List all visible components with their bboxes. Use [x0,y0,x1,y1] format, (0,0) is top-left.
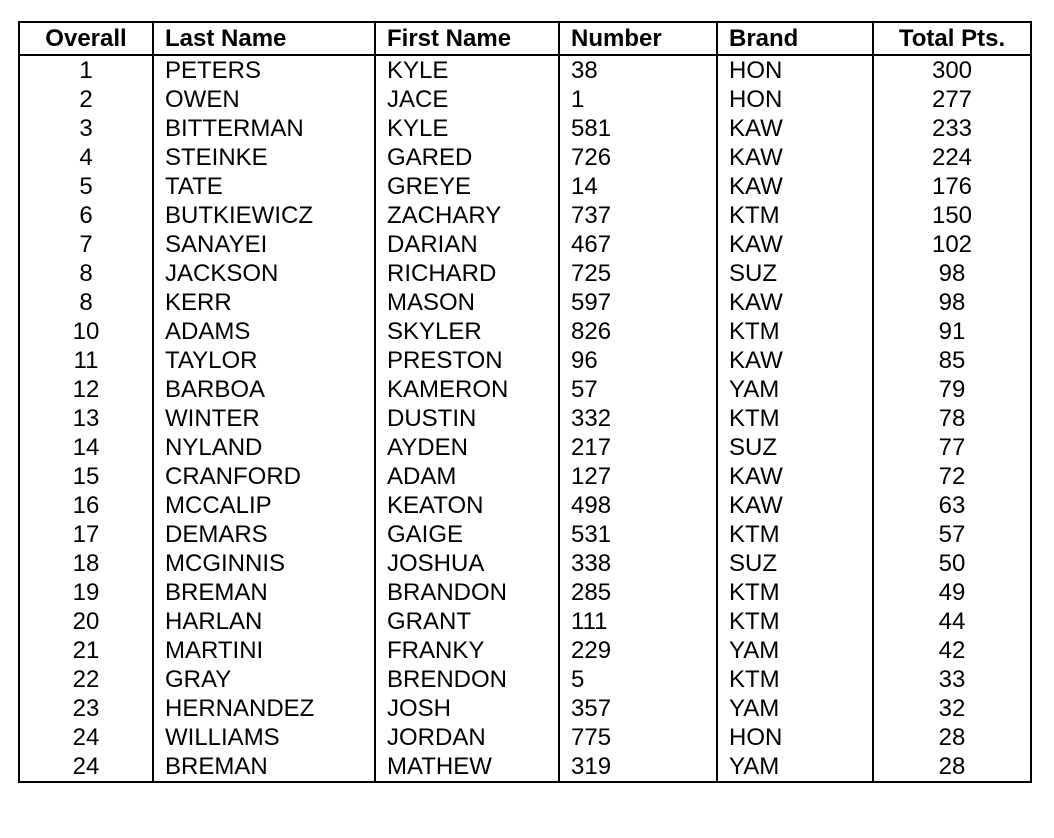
brand-cell: KTM [717,578,873,607]
table-row [19,288,1031,317]
table-row [19,607,1031,636]
first-name-cell: JOSHUA [375,549,559,578]
overall-cell: 23 [19,694,153,723]
table-row [19,201,1031,230]
overall-cell: 19 [19,578,153,607]
last-name-cell: DEMARS [153,520,375,549]
overall-cell: 5 [19,172,153,201]
first-name-cell: BRANDON [375,578,559,607]
total-points-cell: 42 [873,636,1031,665]
total-points-cell: 150 [873,201,1031,230]
total-points-cell: 28 [873,723,1031,752]
first-name-cell: KEATON [375,491,559,520]
last-name-cell: TAYLOR [153,346,375,375]
brand-cell: HON [717,85,873,114]
overall-cell: 18 [19,549,153,578]
last-name-cell: KERR [153,288,375,317]
number-cell: 111 [559,607,717,636]
first-name-cell: ZACHARY [375,201,559,230]
first-name-cell: DARIAN [375,230,559,259]
number-cell: 217 [559,433,717,462]
overall-cell: 4 [19,143,153,172]
brand-cell: KAW [717,172,873,201]
header-number: Number [559,22,717,55]
brand-cell: KTM [717,404,873,433]
brand-cell: KAW [717,346,873,375]
number-cell: 38 [559,55,717,85]
brand-cell: KAW [717,143,873,172]
overall-cell: 17 [19,520,153,549]
brand-cell: KTM [717,201,873,230]
last-name-cell: PETERS [153,55,375,85]
brand-cell: YAM [717,636,873,665]
table-row [19,549,1031,578]
table-row [19,114,1031,143]
overall-cell: 24 [19,723,153,752]
table-row [19,375,1031,404]
brand-cell: HON [717,55,873,85]
overall-cell: 22 [19,665,153,694]
first-name-cell: JACE [375,85,559,114]
total-points-cell: 50 [873,549,1031,578]
brand-cell: KAW [717,230,873,259]
total-points-cell: 233 [873,114,1031,143]
last-name-cell: BREMAN [153,578,375,607]
first-name-cell: GARED [375,143,559,172]
overall-cell: 20 [19,607,153,636]
last-name-cell: BUTKIEWICZ [153,201,375,230]
last-name-cell: BARBOA [153,375,375,404]
table-row [19,317,1031,346]
total-points-cell: 102 [873,230,1031,259]
last-name-cell: MCCALIP [153,491,375,520]
last-name-cell: STEINKE [153,143,375,172]
last-name-cell: GRAY [153,665,375,694]
number-cell: 826 [559,317,717,346]
first-name-cell: JOSH [375,694,559,723]
first-name-cell: GAIGE [375,520,559,549]
first-name-cell: MATHEW [375,752,559,782]
number-cell: 127 [559,462,717,491]
standings-body [19,55,1031,782]
header-first-name: First Name [375,22,559,55]
table-row [19,694,1031,723]
first-name-cell: FRANKY [375,636,559,665]
first-name-cell: MASON [375,288,559,317]
overall-cell: 12 [19,375,153,404]
table-row [19,143,1031,172]
first-name-cell: JORDAN [375,723,559,752]
overall-cell: 8 [19,288,153,317]
last-name-cell: HERNANDEZ [153,694,375,723]
total-points-cell: 77 [873,433,1031,462]
last-name-cell: CRANFORD [153,462,375,491]
number-cell: 96 [559,346,717,375]
first-name-cell: KYLE [375,55,559,85]
first-name-cell: GREYE [375,172,559,201]
table-row [19,55,1031,85]
overall-cell: 2 [19,85,153,114]
total-points-cell: 98 [873,259,1031,288]
last-name-cell: OWEN [153,85,375,114]
first-name-cell: PRESTON [375,346,559,375]
brand-cell: YAM [717,694,873,723]
last-name-cell: WILLIAMS [153,723,375,752]
table-row [19,636,1031,665]
first-name-cell: AYDEN [375,433,559,462]
number-cell: 775 [559,723,717,752]
number-cell: 467 [559,230,717,259]
total-points-cell: 72 [873,462,1031,491]
total-points-cell: 79 [873,375,1031,404]
brand-cell: YAM [717,375,873,404]
total-points-cell: 98 [873,288,1031,317]
brand-cell: KTM [717,607,873,636]
overall-cell: 11 [19,346,153,375]
first-name-cell: BRENDON [375,665,559,694]
overall-cell: 21 [19,636,153,665]
number-cell: 57 [559,375,717,404]
overall-cell: 14 [19,433,153,462]
last-name-cell: HARLAN [153,607,375,636]
table-row [19,85,1031,114]
header-overall: Overall [19,22,153,55]
brand-cell: KTM [717,520,873,549]
first-name-cell: GRANT [375,607,559,636]
total-points-cell: 33 [873,665,1031,694]
last-name-cell: MARTINI [153,636,375,665]
number-cell: 737 [559,201,717,230]
first-name-cell: KAMERON [375,375,559,404]
header-brand: Brand [717,22,873,55]
number-cell: 319 [559,752,717,782]
number-cell: 5 [559,665,717,694]
header-last-name: Last Name [153,22,375,55]
total-points-cell: 44 [873,607,1031,636]
last-name-cell: JACKSON [153,259,375,288]
number-cell: 531 [559,520,717,549]
header-total-points: Total Pts. [873,22,1031,55]
table-row [19,433,1031,462]
last-name-cell: MCGINNIS [153,549,375,578]
number-cell: 498 [559,491,717,520]
last-name-cell: BITTERMAN [153,114,375,143]
last-name-cell: TATE [153,172,375,201]
brand-cell: KAW [717,288,873,317]
brand-cell: HON [717,723,873,752]
overall-cell: 3 [19,114,153,143]
total-points-cell: 28 [873,752,1031,782]
first-name-cell: DUSTIN [375,404,559,433]
total-points-cell: 78 [873,404,1031,433]
brand-cell: KTM [717,665,873,694]
total-points-cell: 300 [873,55,1031,85]
last-name-cell: WINTER [153,404,375,433]
number-cell: 338 [559,549,717,578]
brand-cell: KAW [717,491,873,520]
table-row [19,462,1031,491]
table-row [19,752,1031,782]
number-cell: 332 [559,404,717,433]
last-name-cell: SANAYEI [153,230,375,259]
number-cell: 597 [559,288,717,317]
total-points-cell: 85 [873,346,1031,375]
last-name-cell: NYLAND [153,433,375,462]
table-row [19,578,1031,607]
table-row [19,259,1031,288]
table-row [19,172,1031,201]
total-points-cell: 91 [873,317,1031,346]
overall-cell: 1 [19,55,153,85]
total-points-cell: 63 [873,491,1031,520]
first-name-cell: ADAM [375,462,559,491]
overall-cell: 15 [19,462,153,491]
number-cell: 14 [559,172,717,201]
brand-cell: SUZ [717,433,873,462]
table-row [19,491,1031,520]
table-row [19,230,1031,259]
total-points-cell: 57 [873,520,1031,549]
table-row [19,665,1031,694]
total-points-cell: 176 [873,172,1031,201]
overall-cell: 8 [19,259,153,288]
brand-cell: YAM [717,752,873,782]
brand-cell: SUZ [717,549,873,578]
brand-cell: SUZ [717,259,873,288]
header-row [19,22,1031,55]
first-name-cell: RICHARD [375,259,559,288]
table-row [19,404,1031,433]
overall-cell: 10 [19,317,153,346]
total-points-cell: 32 [873,694,1031,723]
last-name-cell: BREMAN [153,752,375,782]
overall-cell: 6 [19,201,153,230]
first-name-cell: KYLE [375,114,559,143]
total-points-cell: 49 [873,578,1031,607]
overall-cell: 16 [19,491,153,520]
number-cell: 357 [559,694,717,723]
first-name-cell: SKYLER [375,317,559,346]
number-cell: 726 [559,143,717,172]
table-row [19,723,1031,752]
number-cell: 1 [559,85,717,114]
number-cell: 285 [559,578,717,607]
total-points-cell: 277 [873,85,1031,114]
overall-cell: 7 [19,230,153,259]
overall-cell: 24 [19,752,153,782]
brand-cell: KAW [717,114,873,143]
number-cell: 229 [559,636,717,665]
number-cell: 725 [559,259,717,288]
brand-cell: KAW [717,462,873,491]
overall-cell: 13 [19,404,153,433]
total-points-cell: 224 [873,143,1031,172]
last-name-cell: ADAMS [153,317,375,346]
brand-cell: KTM [717,317,873,346]
table-row [19,520,1031,549]
table-row [19,346,1031,375]
standings-table [18,21,1032,783]
number-cell: 581 [559,114,717,143]
